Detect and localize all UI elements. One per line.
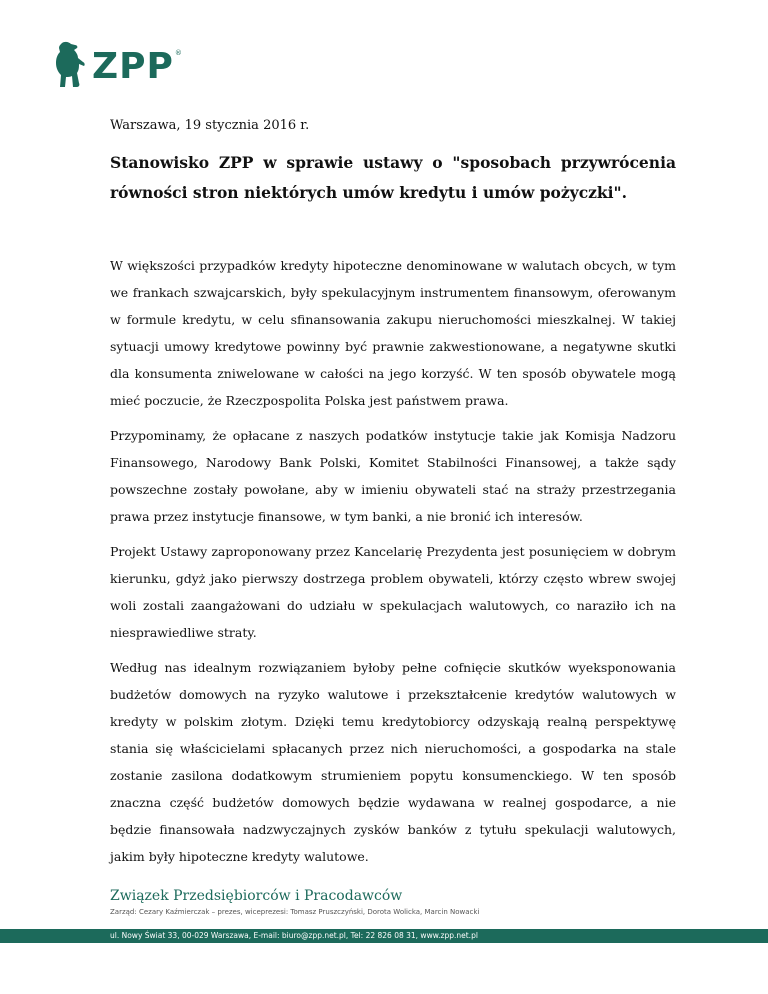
paragraph: Według nas idealnym rozwiązaniem byłoby pełne cofnięcie skutków wyeksponowania budżetów domowych na ryzyko walutowe i przekształcenie kredytów walutowych w kredyty w polskim złotym. Dzięki temu kredytobiorcy odzyskają realną perspektywę stania się właścicielami spłacanych przez nich nieruchomości, a gospodarka na stale zostanie zasilona dodatkowym strumieniem popytu konsumenckiego. W ten sposób znaczna część budżetów domowych będzie wydawana w realnej gospodarce, a nie będzie finansowała nadzwyczajnych zysków banków z tytułu spekulacji walutowych, jakim były hipoteczne kredyty walutowe.	[110, 660, 676, 864]
paragraph: Przypominamy, że opłacane z naszych podatków instytucje takie jak Komisja Nadzoru Finansowego, Narodowy Bank Polski, Komitet Stabilności Finansowej, a także sądy powszechne zostały powołane, aby w imieniu obywateli stać na straży przestrzegania prawa przez instytucje finansowe, w tym banki, a nie bronić ich interesów.	[110, 428, 676, 524]
bear-icon	[48, 41, 88, 93]
paragraph: Projekt Ustawy zaproponowany przez Kancelarię Prezydenta jest posunięciem w dobrym kierunku, gdyż jako pierwszy dostrzega problem obywateli, którzy często wbrew swojej woli zostali zaangażowani do udziału w spekulacjach walutowych, co naraziło ich na niesprawiedliwe straty.	[110, 544, 676, 640]
footer-org-name: Związek Przedsiębiorców i Pracodawców	[110, 888, 403, 904]
logo-text: ZPP	[92, 46, 174, 87]
letter-body	[110, 252, 676, 878]
letter-title: Stanowisko ZPP w sprawie ustawy o "sposobach przywrócenia równości stron niektórych umów kredytu i umów pożyczki".	[110, 153, 676, 202]
footer-board: Zarząd: Cezary Kaźmierczak – prezes, wiceprezesi: Tomasz Pruszczyński, Dorota Wolicka, Marcin Nowacki	[110, 908, 480, 916]
footer-contact-bar	[0, 929, 768, 943]
zpp-logo	[48, 40, 182, 94]
footer-contact: ul. Nowy Świat 33, 00-029 Warszawa, E-mail: biuro@zpp.net.pl, Tel: 22 826 08 31, www.zpp.net.pl	[110, 931, 478, 940]
paragraph: W większości przypadków kredyty hipoteczne denominowane w walutach obcych, w tym we frankach szwajcarskich, były spekulacyjnym instrumentem finansowym, oferowanym w formule kredytu, w celu sfinansowania zakupu nieruchomości mieszkalnej. W takiej sytuacji umowy kredytowe powinny być prawnie zakwestionowane, a negatywne skutki dla konsumenta zniwelowane w całości na jego korzyść. W ten sposób obywatele mogą mieć poczucie, że Rzeczpospolita Polska jest państwem prawa.	[110, 258, 676, 408]
letter-date: Warszawa, 19 stycznia 2016 r.	[110, 118, 310, 133]
registered-mark: ®	[174, 49, 182, 57]
